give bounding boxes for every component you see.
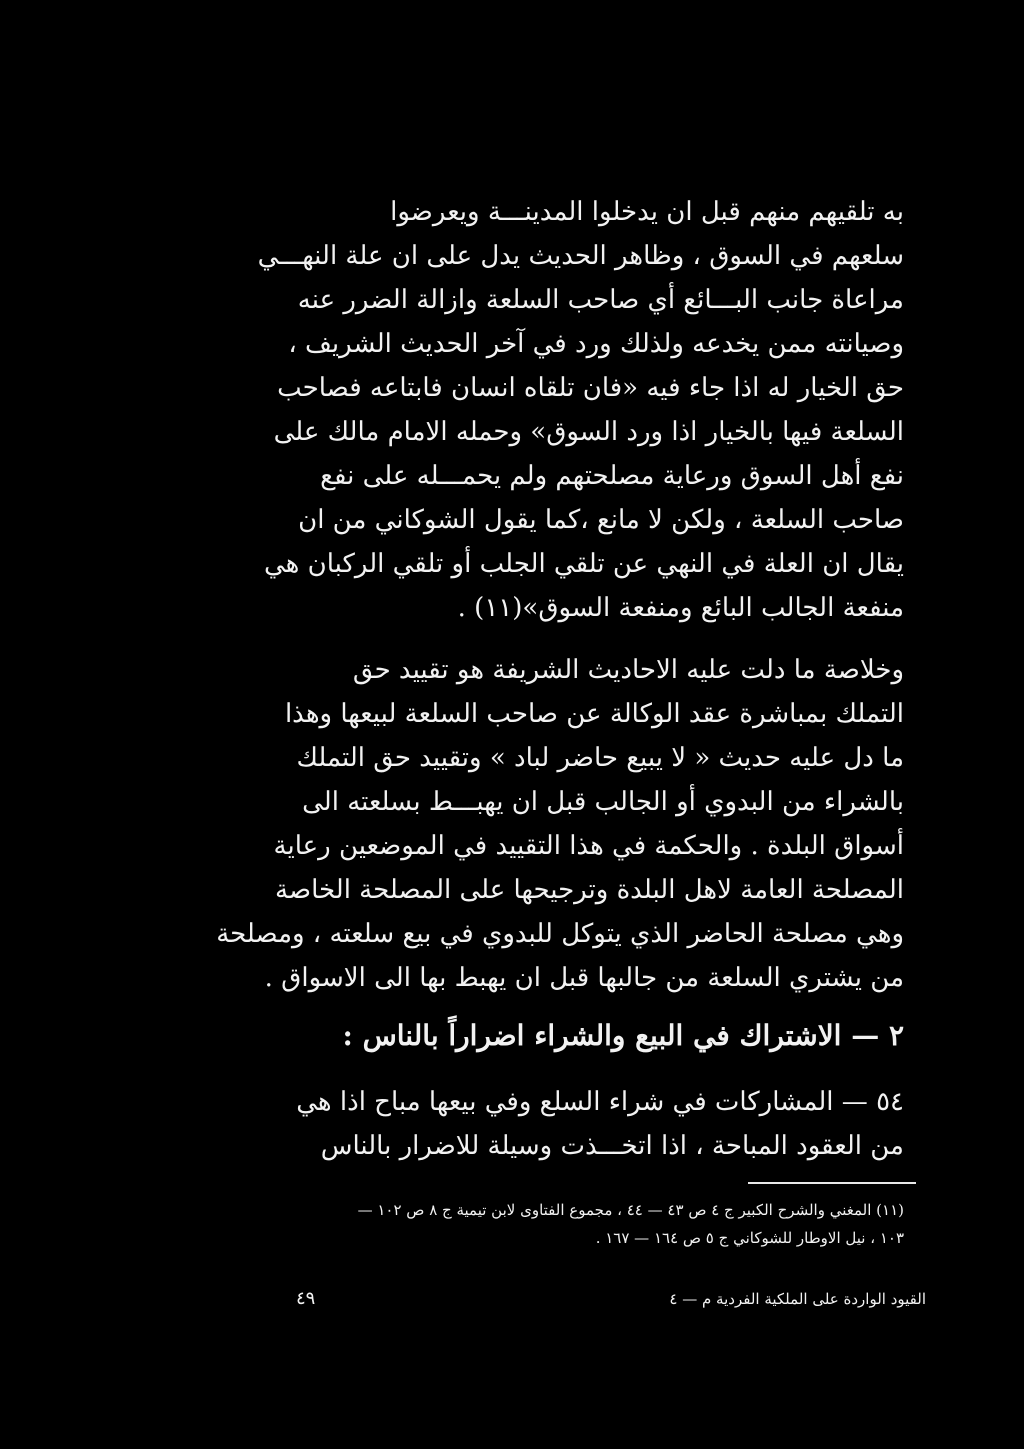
text-line: يقال ان العلة في النهي عن تلقي الجلب أو تلقي الركبان هي xyxy=(263,549,904,579)
text-line: نفع أهل السوق ورعاية مصلحتهم ولم يحمـــله على نفع xyxy=(320,461,904,491)
paragraph-first xyxy=(114,190,904,630)
text-line: المصلحة العامة لاهل البلدة وترجيحها على المصلحة الخاصة xyxy=(275,875,904,905)
text-line: حق الخيار له اذا جاء فيه «فان تلقاه انسان فابتاعه فصاحب xyxy=(277,373,904,403)
footnote-divider xyxy=(748,1182,916,1184)
paragraph-second xyxy=(114,648,904,1000)
page-number: ٤٩ xyxy=(296,1288,316,1309)
text-line: بالشراء من البدوي أو الجالب قبل ان يهبـــط بسلعته الى xyxy=(302,787,904,817)
text-line: من يشتري السلعة من جالبها قبل ان يهبط بها الى الاسواق . xyxy=(264,963,904,993)
text-line: السلعة فيها بالخيار اذا ورد السوق» وحمله الامام مالك على xyxy=(273,417,904,447)
signature-mark: القيود الواردة على الملكية الفردية م — ٤ xyxy=(669,1290,926,1308)
text-line: من العقود المباحة ، اذا اتخـــذت وسيلة للاضرار بالناس xyxy=(320,1131,904,1161)
text-line: وخلاصة ما دلت عليه الاحاديث الشريفة هو تقييد حق xyxy=(352,655,904,685)
paragraph-third xyxy=(114,1080,904,1168)
text-line: صاحب السلعة ، ولكن لا مانع ،كما يقول الشوكاني من ان xyxy=(298,505,904,535)
footnotes xyxy=(104,1196,904,1252)
text-line: وهي مصلحة الحاضر الذي يتوكل للبدوي في بيع سلعته ، ومصلحة xyxy=(216,919,904,949)
text-line: سلعهم في السوق ، وظاهر الحديث يدل على ان علة النهـــي xyxy=(257,241,904,271)
text-line: ٥٤ — المشاركات في شراء السلع وفي بيعها مباح اذا هي xyxy=(296,1087,904,1117)
section-heading: ٢ — الاشتراك في البيع والشراء اضراراً بالناس : xyxy=(342,1019,904,1052)
text-line: ما دل عليه حديث « لا يبيع حاضر لباد » وتقييد حق التملك xyxy=(296,743,904,773)
text-line: مراعاة جانب البـــائع أي صاحب السلعة وازالة الضرر عنه xyxy=(297,285,904,315)
text-line: به تلقيهم منهم قبل ان يدخلوا المدينـــة ويعرضوا xyxy=(390,197,904,227)
text-line: منفعة الجالب البائع ومنفعة السوق»(١١) . xyxy=(457,593,904,623)
footnote-line: (١١) المغني والشرح الكبير ج ٤ ص ٤٣ — ٤٤ ، مجموع الفتاوى لابن تيمية ج ٨ ص ١٠٢ — xyxy=(357,1201,904,1219)
footnote-line: ١٠٣ ، نيل الاوطار للشوكاني ج ٥ ص ١٦٤ — ١٦٧ . xyxy=(595,1229,904,1247)
text-line: وصيانته ممن يخدعه ولذلك ورد في آخر الحديث الشريف ، xyxy=(288,329,904,359)
text-line: التملك بمباشرة عقد الوكالة عن صاحب السلعة لبيعها وهذا xyxy=(284,699,904,729)
text-line: أسواق البلدة . والحكمة في هذا التقييد في الموضعين رعاية xyxy=(273,831,904,861)
